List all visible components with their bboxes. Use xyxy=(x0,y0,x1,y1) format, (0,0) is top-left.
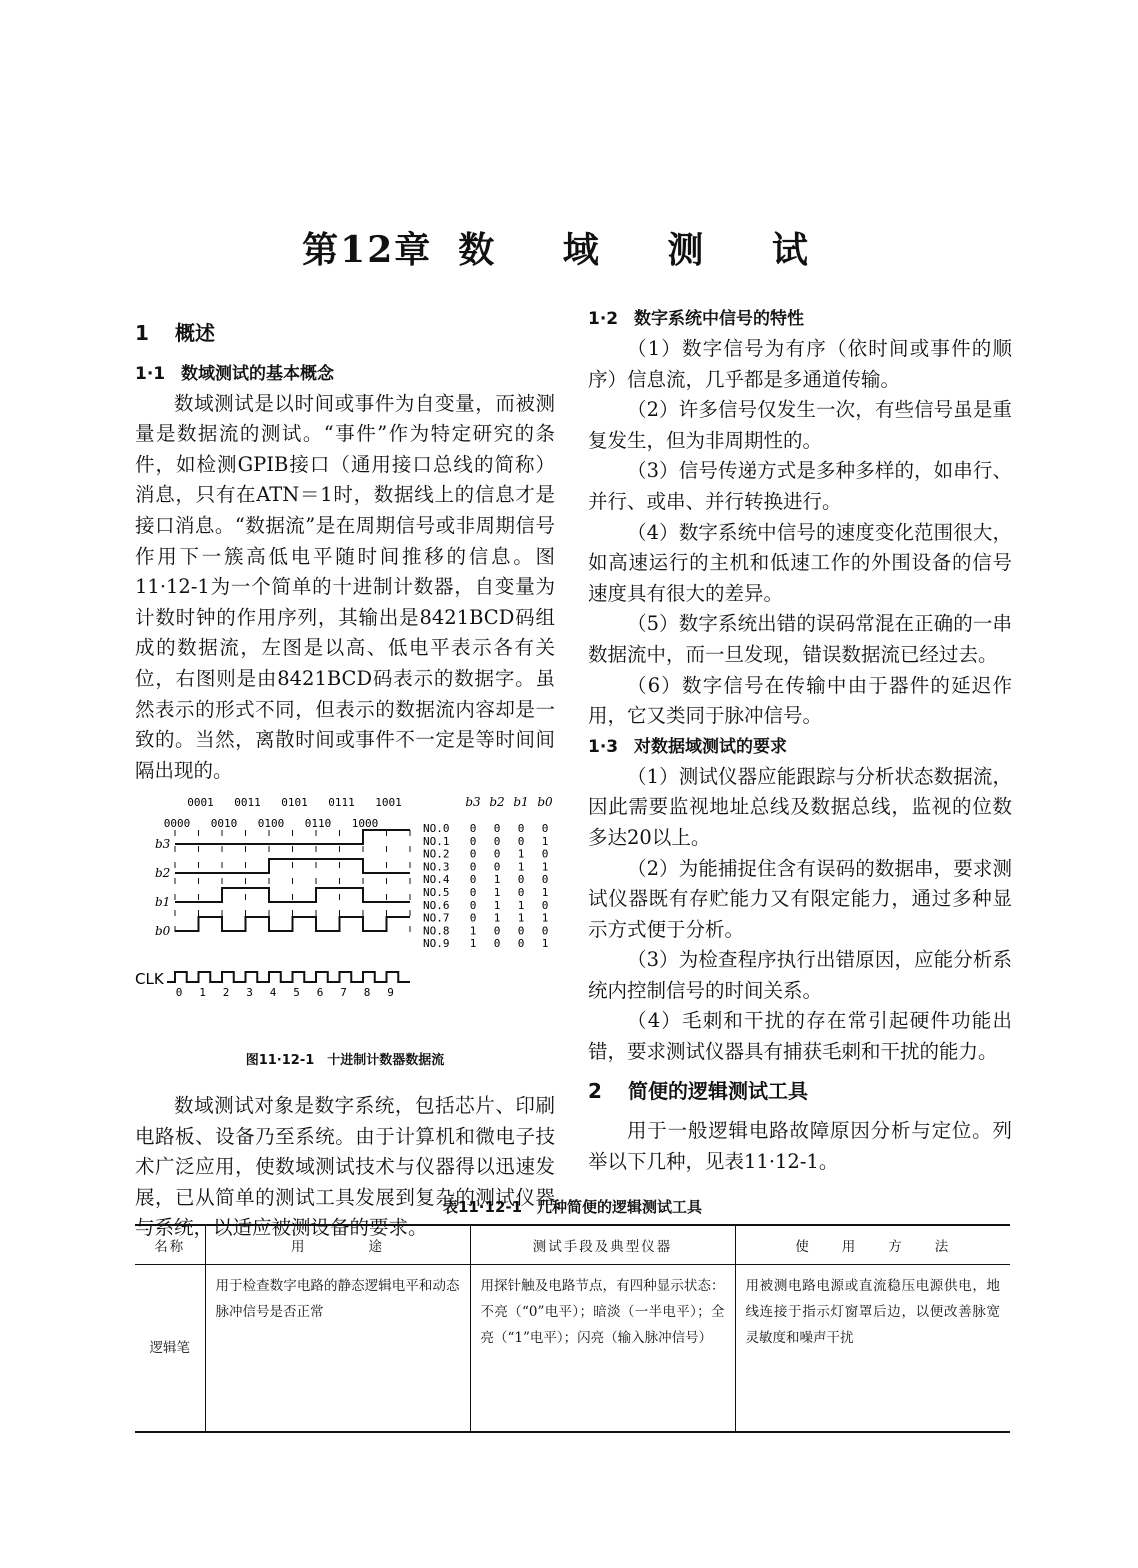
clk-tick-label: 1 xyxy=(199,986,206,1000)
clk-tick-label: 9 xyxy=(387,986,394,1000)
bit-value: 0 xyxy=(493,835,501,849)
row-label: NO.7 xyxy=(423,911,450,925)
bit-value: 0 xyxy=(469,835,477,849)
section-heading-1 xyxy=(135,318,555,349)
bit-value: 0 xyxy=(517,886,525,900)
timing-diagram xyxy=(135,792,555,1042)
clk-tick-label: 0 xyxy=(175,986,183,1000)
bit-value: 1 xyxy=(469,937,477,951)
bit-value: 0 xyxy=(469,847,477,861)
row-label: NO.4 xyxy=(423,873,450,887)
top-code-label: 0001 xyxy=(187,796,214,810)
paragraph-logic-tools: 用于一般逻辑电路故障原因分析与定位。列举以下几种，见表11·12-1。 xyxy=(588,1119,1012,1173)
column-header: 测试手段及典型仪器 xyxy=(470,1225,735,1265)
subsection-heading-1-2 xyxy=(588,304,1012,334)
table-cell-name: 逻辑笔 xyxy=(135,1265,205,1433)
bit-column-header: b3 xyxy=(465,795,481,810)
bit-value: 0 xyxy=(469,899,477,913)
bit-value: 0 xyxy=(541,924,549,938)
bit-value: 1 xyxy=(517,911,525,925)
chapter-name: 数 域 测 试 xyxy=(458,229,836,271)
table-row xyxy=(135,1265,1010,1433)
row-label: NO.2 xyxy=(423,847,450,861)
list-item: （2）许多信号仅发生一次，有些信号虽是重复发生，但为非周期性的。 xyxy=(588,398,1012,452)
subsection-number: 1·1 xyxy=(135,363,166,384)
list-item: （6）数字信号在传输中由于器件的延迟作用，它又类同于脉冲信号。 xyxy=(588,673,1012,728)
list-item: （1）测试仪器应能跟踪与分析状态数据流，因此需要监视地址总线及数据总线，监视的位数多达20以上。 xyxy=(588,764,1012,849)
bit-value: 0 xyxy=(493,822,501,836)
bit-value: 1 xyxy=(493,911,501,925)
top-code-label: 0011 xyxy=(234,796,261,810)
bit-value: 0 xyxy=(469,886,477,900)
section-title: 概述 xyxy=(175,321,215,345)
subsection-heading-1-1 xyxy=(135,359,555,389)
bit-value: 1 xyxy=(493,899,501,913)
bit-value: 1 xyxy=(517,899,525,913)
bit-value: 1 xyxy=(469,924,477,938)
bottom-code-label: 0010 xyxy=(210,817,238,831)
bit-column-header: b0 xyxy=(537,795,553,810)
bit-value: 1 xyxy=(541,886,549,900)
signal-label: b0 xyxy=(155,924,171,939)
bit-value: 1 xyxy=(493,886,501,900)
table-cell-method: 用被测电路电源或直流稳压电源供电，地线连接于指示灯窗罩后边，以便改善脉宽灵敏度和噪声干扰 xyxy=(735,1265,1010,1433)
bit-value: 0 xyxy=(517,937,525,951)
top-code-label: 0101 xyxy=(281,796,308,810)
bit-value: 0 xyxy=(517,924,525,938)
clk-tick-label: 2 xyxy=(222,986,230,1000)
signal-label: b3 xyxy=(155,837,171,852)
list-item: （3）信号传递方式是多种多样的，如串行、并行、或串、并行转换进行。 xyxy=(588,459,1012,513)
table-cell-use: 用于检查数字电路的静态逻辑电平和动态脉冲信号是否正常 xyxy=(205,1265,470,1433)
bit-value: 0 xyxy=(493,937,501,951)
subsection-heading-1-3 xyxy=(588,732,1012,762)
row-label: NO.6 xyxy=(423,899,450,913)
subsection-number: 1·3 xyxy=(588,736,619,757)
logic-tools-table xyxy=(135,1224,1010,1433)
section-heading-2 xyxy=(588,1076,1012,1107)
bit-value: 0 xyxy=(469,911,477,925)
subsection-title: 数域测试的基本概念 xyxy=(181,363,334,384)
chapter-number: 第12章 xyxy=(302,229,433,271)
bottom-code-label: 1000 xyxy=(351,817,379,831)
bit-value: 0 xyxy=(517,835,525,849)
clk-tick-label: 6 xyxy=(316,986,324,1000)
section-number: 1 xyxy=(135,321,149,345)
clk-tick-label: 4 xyxy=(269,986,277,1000)
row-label: NO.0 xyxy=(423,822,450,836)
section-title: 简便的逻辑测试工具 xyxy=(628,1078,808,1103)
row-label: NO.5 xyxy=(423,886,450,900)
figure-counter-dataflow xyxy=(135,792,555,1042)
paragraph-test-objects: 数域测试对象是数字系统，包括芯片、印刷电路板、设备乃至系统。由于计算机和微电子技术广泛应用，使数域测试技术与仪器得以迅速发展，已从简单的测试工具发展到复杂的测试仪器与系统，以适应被测设备的要求。 xyxy=(135,1093,555,1240)
bit-value: 0 xyxy=(469,873,477,887)
left-column xyxy=(135,318,555,1244)
list-item: （2）为能捕捉住含有误码的数据串，要求测试仪器既有存贮能力又有限定能力，通过多种显示方式便于分析。 xyxy=(588,856,1012,941)
list-item: （4）数字系统中信号的速度变化范围很大，如高速运行的主机和低速工作的外围设备的信号速度具有很大的差异。 xyxy=(588,520,1012,605)
bottom-code-label: 0110 xyxy=(304,817,332,831)
bit-value: 1 xyxy=(541,937,549,951)
row-label: NO.8 xyxy=(423,924,450,938)
bit-column-header: b2 xyxy=(489,795,505,810)
chapter-title xyxy=(0,222,1138,273)
bit-value: 1 xyxy=(517,860,525,874)
bit-column-header: b1 xyxy=(513,795,529,810)
list-item: （5）数字系统出错的误码常混在正确的一串数据流中，而一旦发现，错误数据流已经过去。 xyxy=(588,612,1012,666)
bit-value: 0 xyxy=(493,860,501,874)
top-code-label: 1001 xyxy=(375,796,402,810)
bit-value: 0 xyxy=(493,847,501,861)
paragraph-basic-concept: 数域测试是以时间或事件为自变量，而被测量是数据流的测试。“事件”作为特定研究的条件，如检测GPIB接口（通用接口总线的简称）消息，只有在ATN＝1时，数据线上的信息才是接口消息。“数据流”是在周期信号或非周期信号作用下一簇高低电平随时间推移的信息。图11·12-1为一个简单的十进制计数器，自变量为计数时钟的作用序列，其输出是8421BCD码组成的数据流，左图是以高、低电平表示各有关位，右图则是由8421BCD码表示的数据字。虽然表示的形式不同，但表示的数据流内容却是一致的。当然，离散时间或事件不一定是等时间间隔出现的。 xyxy=(135,391,555,782)
clk-tick-label: 8 xyxy=(363,986,371,1000)
clock-waveform xyxy=(167,972,410,982)
list-item: （4）毛刺和干扰的存在常引起硬件功能出错，要求测试仪器具有捕获毛刺和干扰的能力。 xyxy=(588,1009,1012,1064)
bit-value: 0 xyxy=(541,873,549,887)
list-item: （3）为检查程序执行出错原因，应能分析系统内控制信号的时间关系。 xyxy=(588,948,1012,1002)
bit-value: 1 xyxy=(541,835,549,849)
figure-caption: 图11·12-1 十进制计数器数据流 xyxy=(245,1053,445,1069)
signal-label: b2 xyxy=(155,866,171,881)
bit-value: 1 xyxy=(493,873,501,887)
list-item: （1）数字信号为有序（依时间或事件的顺序）信息流，几乎都是多通道传输。 xyxy=(588,337,1012,391)
bit-value: 0 xyxy=(541,847,549,861)
bit-value: 0 xyxy=(469,822,477,836)
signal-label: b1 xyxy=(155,895,171,910)
bit-value: 1 xyxy=(541,911,549,925)
column-header: 使 用 方 法 xyxy=(735,1225,1010,1265)
bottom-code-label: 0100 xyxy=(257,817,285,831)
bit-value: 0 xyxy=(493,924,501,938)
bit-value: 0 xyxy=(469,860,477,874)
clk-label: CLK xyxy=(135,970,164,989)
top-code-label: 0111 xyxy=(328,796,355,810)
subsection-title: 对数据域测试的要求 xyxy=(634,736,787,757)
subsection-title: 数字系统中信号的特性 xyxy=(634,309,804,329)
bit-value: 0 xyxy=(541,899,549,913)
clk-tick-label: 7 xyxy=(340,986,347,1000)
subsection-number: 1·2 xyxy=(588,309,619,329)
bit-value: 1 xyxy=(517,847,525,861)
clk-tick-label: 5 xyxy=(293,986,300,1000)
right-column xyxy=(588,304,1012,1177)
row-label: NO.1 xyxy=(423,835,450,849)
column-header: 名称 xyxy=(135,1225,205,1265)
column-header: 用 途 xyxy=(205,1225,470,1265)
bit-value: 0 xyxy=(541,822,549,836)
table-header-row xyxy=(135,1225,1010,1265)
bit-value: 0 xyxy=(517,873,525,887)
waveform-b0 xyxy=(175,917,410,931)
section-number: 2 xyxy=(588,1078,602,1103)
bottom-code-label: 0000 xyxy=(163,817,191,831)
row-label: NO.3 xyxy=(423,860,450,874)
bit-value: 1 xyxy=(541,860,549,874)
table-cell-means: 用探针触及电路节点，有四种显示状态：不亮（“0”电平）；暗淡（一半电平）；全亮（“1”电平）；闪亮（输入脉冲信号） xyxy=(470,1265,735,1433)
bit-value: 0 xyxy=(517,822,525,836)
clk-tick-label: 3 xyxy=(246,986,253,1000)
table-caption: 表11·12-1 几种简便的逻辑测试工具 xyxy=(442,1198,703,1216)
row-label: NO.9 xyxy=(423,937,450,951)
